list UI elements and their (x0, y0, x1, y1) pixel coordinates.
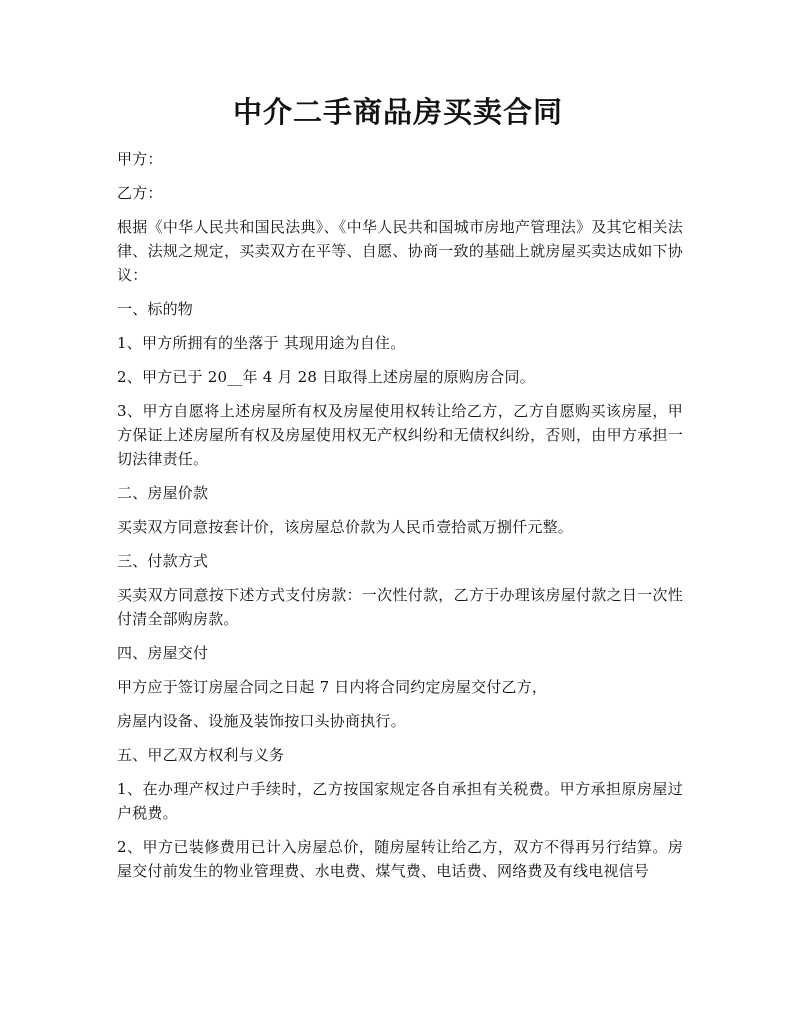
clause-rights-1: 1、在办理产权过户手续时，乙方按国家规定各自承担有关税费。甲方承担原房屋过户税费。 (117, 780, 683, 822)
preamble-paragraph: 根据《中华人民共和国民法典》、《中华人民共和国城市房地产管理法》及其它相关法律、法规之规定，买卖双方在平等、自愿、协商一致的基础上就房屋买卖达成如下协议： (117, 218, 683, 284)
party-b-line: 乙方： (117, 184, 163, 202)
section-heading-price: 二、房屋价款 (117, 484, 209, 502)
section-heading-payment: 三、付款方式 (117, 552, 209, 570)
document-body (117, 147, 683, 893)
party-a-line: 甲方： (117, 150, 163, 168)
document-title: 中介二手商品房买卖合同 (232, 95, 563, 129)
clause-price: 买卖双方同意按套计价，该房屋总价款为人民币壹拾贰万捌仟元整。 (117, 518, 574, 536)
clause-1-3: 3、甲方自愿将上述房屋所有权及房屋使用权转让给乙方，乙方自愿购买该房屋，甲方保证上述房屋所有权及房屋使用权无产权纠纷和无债权纠纷，否则，由甲方承担一切法律责任。 (117, 402, 683, 468)
clause-1-2: 2、甲方已于 20__年 4 月 28 日取得上述房屋的原购房合同。 (117, 368, 535, 386)
section-heading-rights: 五、甲乙双方权利与义务 (117, 746, 285, 764)
section-heading-delivery: 四、房屋交付 (117, 644, 209, 662)
section-heading-subject: 一、标的物 (117, 300, 194, 318)
clause-delivery-2: 房屋内设备、设施及装饰按口头协商执行。 (117, 712, 406, 730)
clause-1-1: 1、甲方所拥有的坐落于 其现用途为自住。 (117, 334, 406, 352)
clause-payment: 买卖双方同意按下述方式支付房款：一次性付款，乙方于办理该房屋付款之日一次性付清全部购房款。 (117, 586, 683, 628)
clause-delivery-1: 甲方应于签订房屋合同之日起 7 日内将合同约定房屋交付乙方， (117, 678, 548, 696)
clause-rights-2: 2、甲方已装修费用已计入房屋总价，随房屋转让给乙方，双方不得再另行结算。房屋交付前发生的物业管理费、水电费、煤气费、电话费、网络费及有线电视信号 (117, 838, 683, 880)
